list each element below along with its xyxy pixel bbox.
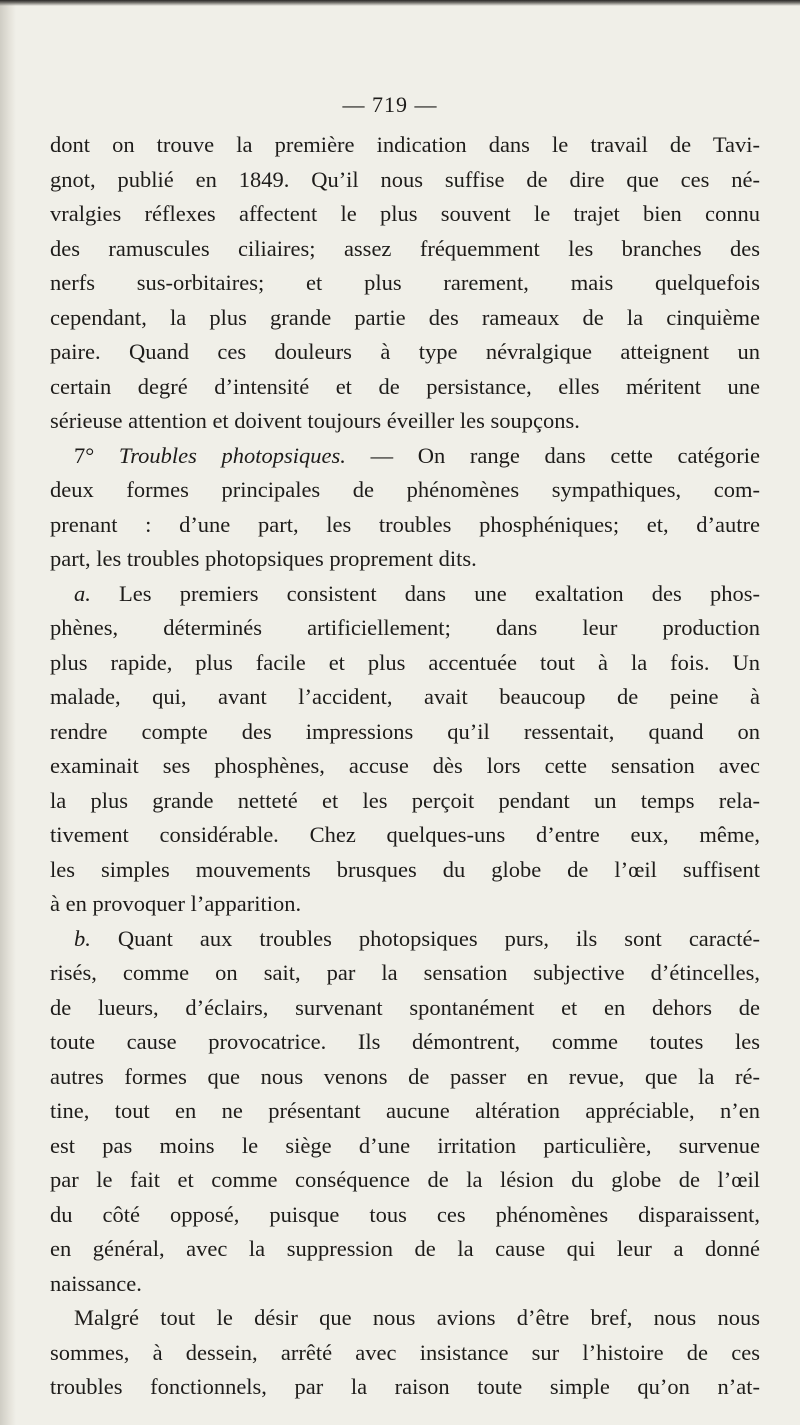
body-text [50,128,760,1405]
text-line: les simples mouvements brusques du globe de l’œil suffisent [50,856,760,882]
subsection-b-line [50,922,760,957]
page-number: — 719 — [342,92,438,117]
text-line: dont on trouve la première indication dans le travail de Tavi- [50,132,760,157]
section-number: 7° [74,442,119,468]
text-line: autres formes que nous venons de passer en revue, que la ré- [50,1063,760,1089]
subsection-lead-text: Quant aux troubles photopsiques purs, ils sont caracté- [90,925,760,951]
text-line: des ramuscules ciliaires; assez fréquemment les branches des [50,235,760,261]
text-line: paire. Quand ces douleurs à type névralgique atteignent un [50,339,760,364]
text-line: la plus grande netteté et les perçoit pendant un temps rela- [50,787,760,813]
text-line: part, les troubles photopsiques proprement dits. [50,546,477,571]
text-line: naissance. [50,1270,142,1296]
text-line: toute cause provocatrice. Ils démontrent, comme toutes les [50,1029,760,1054]
text-line: tine, tout en ne présentant aucune altération appréciable, n’en [50,1098,760,1123]
text-line: à en provoquer l’apparition. [50,891,302,916]
text-line: deux formes principales de phénomènes sympathiques, com- [50,477,760,502]
page-top-edge [0,0,800,6]
page-binding-shadow [0,0,16,1425]
text-line: phènes, déterminés artificiellement; dans leur production [50,615,760,640]
text-line: est pas moins le siège d’une irritation particulière, survenue [50,1132,760,1158]
text-line: prenant : d’une part, les troubles phosphéniques; et, d’autre [50,511,760,537]
subsection-lead-text: Les premiers consistent dans une exaltation des phos- [90,580,760,606]
text-line: malade, qui, avant l’accident, avait beaucoup de peine à [50,684,760,709]
text-line: par le fait et comme conséquence de la lésion du globe de l’œil [50,1167,760,1192]
text-line: en général, avec la suppression de la cause qui leur a donné [50,1236,760,1261]
text-line: sommes, à dessein, arrêté avec insistance sur l’histoire de ces [50,1339,760,1365]
text-line: examinait ses phosphènes, accuse dès lors cette sensation avec [50,753,760,778]
text-line: certain degré d’intensité et de persistance, elles méritent une [50,373,760,399]
subsection-a-line [50,577,760,612]
text-line: plus rapide, plus facile et plus accentuée tout à la fois. Un [50,649,760,675]
text-line: tivement considérable. Chez quelques-uns d’entre eux, même, [50,822,760,847]
text-line: vralgies réflexes affectent le plus souvent le trajet bien connu [50,201,760,226]
text-line: troubles fonctionnels, par la raison toute simple qu’on n’at- [50,1374,760,1399]
text-line: nerfs sus-orbitaires; et plus rarement, mais quelquefois [50,270,760,295]
subsection-marker: b. [74,925,91,951]
text-line: sérieuse attention et doivent toujours éveiller les soupçons. [50,408,580,433]
section-lead-text: — On range dans cette catégorie [345,442,760,468]
subsection-marker: a. [74,580,91,606]
section-title: Troubles photopsiques. [118,442,346,468]
text-line: du côté opposé, puisque tous ces phénomènes disparaissent, [50,1201,760,1227]
text-line: Malgré tout le désir que nous avions d’être bref, nous nous [74,1305,760,1330]
text-line: cependant, la plus grande partie des rameaux de la cinquième [50,304,760,330]
section-heading-line [50,439,760,474]
text-line: gnot, publié en 1849. Qu’il nous suffise de dire que ces né- [50,166,760,192]
text-line: de lueurs, d’éclairs, survenant spontanément et en dehors de [50,994,760,1020]
text-line: risés, comme on sait, par la sensation subjective d’étincelles, [50,960,760,985]
text-line: rendre compte des impressions qu’il ressentait, quand on [50,718,760,744]
